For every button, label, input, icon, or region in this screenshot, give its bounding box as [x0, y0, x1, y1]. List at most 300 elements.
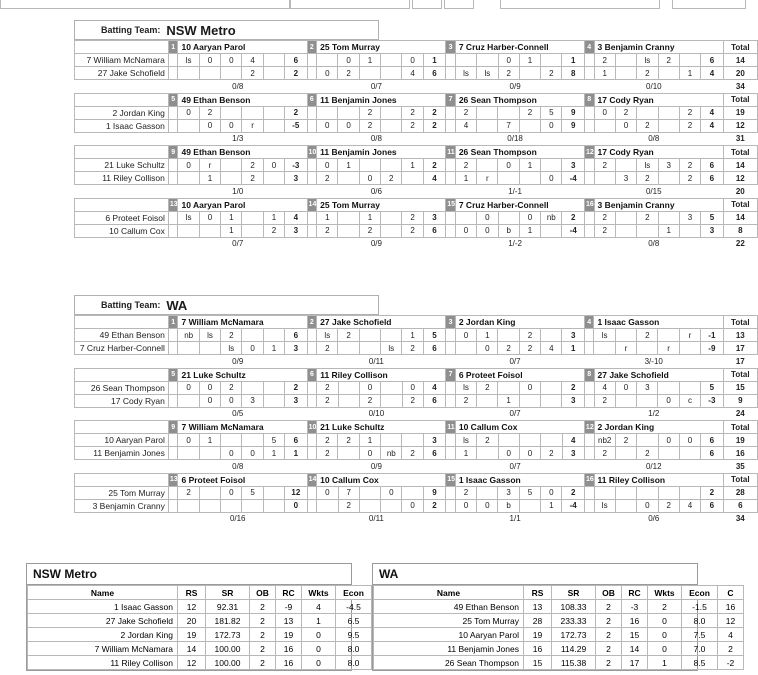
ball-cell: 1: [199, 434, 220, 447]
ball-cell: 0: [199, 211, 220, 224]
ball-cell: [263, 54, 284, 67]
ball-cell: 0: [359, 172, 380, 185]
ball-cell: 7: [338, 486, 359, 499]
over-spacer: [307, 159, 317, 172]
ball-cell: 0: [455, 499, 476, 512]
over-runs-cell: 6: [423, 447, 445, 460]
ball-cell: [263, 499, 284, 512]
batting-team-name: NSW Metro: [166, 22, 236, 38]
ball-cell: 0: [199, 381, 220, 394]
ball-cell: 0: [477, 211, 498, 224]
over-runs-cell: 3: [285, 172, 307, 185]
ball-cell: [679, 381, 700, 394]
ball-cell: [615, 211, 636, 224]
total-header: Total: [723, 473, 757, 486]
ball-cell: [455, 54, 476, 67]
ball-cell: 0: [519, 211, 540, 224]
ball-cell: 2: [317, 394, 338, 407]
ball-cell: 2: [317, 172, 338, 185]
over-runs-cell: 9: [562, 106, 584, 119]
over-runs-cell: 5: [701, 211, 723, 224]
over-spacer: [168, 224, 178, 237]
ball-cell: 0: [317, 119, 338, 132]
ball-cell: [658, 119, 679, 132]
ball-cell: [637, 106, 658, 119]
over-spacer: [307, 394, 317, 407]
partial-cell: [500, 0, 660, 9]
ball-cell: 2: [263, 224, 284, 237]
over-runs-cell: -5: [285, 119, 307, 132]
ball-cell: 0: [338, 54, 359, 67]
bowler-number: 6: [307, 368, 317, 381]
bowler-header-row: [75, 473, 758, 486]
ball-cell: [615, 54, 636, 67]
summary-cell: 16: [276, 642, 302, 656]
ball-cell: 2: [477, 434, 498, 447]
summary-cell: 2: [596, 628, 622, 642]
ball-cell: 1: [402, 159, 423, 172]
ball-cell: [178, 67, 199, 80]
ball-cell: ls: [455, 67, 476, 80]
batter-total: 15: [723, 381, 757, 394]
over-subtotal: 0/7: [509, 356, 521, 366]
over-subtotal: 0/8: [648, 134, 660, 144]
ball-cell: 0: [658, 394, 679, 407]
summary-cell: -4.5: [336, 600, 372, 614]
ball-cell: [359, 67, 380, 80]
bowler-number: 3: [446, 41, 456, 54]
ball-cell: [242, 329, 263, 342]
table-row: [28, 656, 398, 670]
ball-cell: [221, 67, 242, 80]
bowler-number: 3: [446, 316, 456, 329]
over-spacer: [307, 447, 317, 460]
batter-total: 28: [723, 486, 757, 499]
ball-cell: [594, 172, 615, 185]
ball-cell: 1: [221, 211, 242, 224]
block-grand-total: 24: [735, 409, 745, 419]
subtotal-spacer: [75, 460, 169, 473]
bowler-header-row: [75, 421, 758, 434]
ball-cell: 1: [221, 224, 242, 237]
ball-cell: [594, 486, 615, 499]
bowler-number: 16: [584, 198, 594, 211]
summary-column-header: Name: [28, 586, 178, 600]
ball-cell: 3: [679, 211, 700, 224]
bowler-number: 8: [584, 368, 594, 381]
ball-cell: [679, 224, 700, 237]
ball-cell: [381, 329, 402, 342]
ball-cell: [242, 499, 263, 512]
over-spacer: [168, 172, 178, 185]
partial-cell: [444, 0, 474, 9]
ball-cell: [263, 394, 284, 407]
over-runs-cell: 2: [562, 381, 584, 394]
batter-row: [75, 499, 758, 512]
ball-cell: 0: [359, 381, 380, 394]
over-runs-cell: 9: [562, 119, 584, 132]
over-runs-cell: 6: [701, 172, 723, 185]
ball-cell: [221, 172, 242, 185]
over-subtotal: 0/8: [232, 461, 244, 471]
summary-cell: 14: [178, 642, 206, 656]
ball-cell: [199, 447, 220, 460]
block-grand-total: 20: [735, 186, 745, 196]
subtotal-spacer: [75, 407, 169, 420]
over-spacer: [446, 106, 456, 119]
ball-cell: 2: [498, 342, 519, 355]
over-subtotal: 0/8: [370, 134, 382, 144]
bowler-name: 7 William McNamara: [178, 421, 307, 434]
ball-cell: 1: [317, 211, 338, 224]
batter-row: [75, 119, 758, 132]
over-group-table: [74, 420, 758, 473]
over-runs-cell: 1: [562, 342, 584, 355]
ball-cell: 2: [338, 67, 359, 80]
ball-cell: [178, 119, 199, 132]
table-row: [28, 600, 398, 614]
ball-cell: [178, 342, 199, 355]
ball-cell: ls: [594, 499, 615, 512]
ball-cell: [477, 486, 498, 499]
batting-team-header: [74, 295, 379, 315]
ball-cell: [658, 106, 679, 119]
ball-cell: [519, 119, 540, 132]
bowler-name: 26 Sean Thompson: [455, 146, 584, 159]
ball-cell: 0: [498, 54, 519, 67]
bowler-number: 9: [168, 146, 178, 159]
ball-cell: 1: [477, 329, 498, 342]
over-subtotal: 0/10: [646, 81, 662, 91]
over-runs-cell: 4: [423, 381, 445, 394]
summary-cell: 19: [276, 628, 302, 642]
summary-cell: 16: [276, 656, 302, 670]
summary-cell: 2: [648, 600, 682, 614]
ball-cell: 5: [242, 486, 263, 499]
summary-cell: 8.0: [682, 614, 718, 628]
ball-cell: 0: [498, 159, 519, 172]
over-spacer: [168, 211, 178, 224]
ball-cell: [381, 394, 402, 407]
over-runs-cell: 6: [423, 394, 445, 407]
over-spacer: [446, 447, 456, 460]
ball-cell: 2: [242, 159, 263, 172]
ball-cell: [541, 159, 562, 172]
summary-cell: 100.00: [206, 656, 250, 670]
ball-cell: 1: [263, 342, 284, 355]
batter-total: 12: [723, 172, 757, 185]
ball-cell: [498, 211, 519, 224]
ball-cell: 0: [178, 381, 199, 394]
ball-cell: 1: [498, 394, 519, 407]
over-subtotal: 0/5: [232, 409, 244, 419]
ball-cell: [381, 67, 402, 80]
ball-cell: nb: [381, 447, 402, 460]
batter-name: 27 Jake Schofield: [75, 67, 169, 80]
ball-cell: 1: [658, 224, 679, 237]
summary-cell: 115.38: [552, 656, 596, 670]
ball-cell: r: [679, 329, 700, 342]
summary-cell: 100.00: [206, 642, 250, 656]
ball-cell: 1: [679, 67, 700, 80]
summary-cell: 8.0: [336, 642, 372, 656]
summary-cell: 12: [718, 614, 744, 628]
over-spacer: [446, 329, 456, 342]
over-runs-cell: 12: [285, 486, 307, 499]
ball-cell: ls: [455, 381, 476, 394]
over-group-table: [74, 40, 758, 93]
ball-cell: 2: [658, 499, 679, 512]
ball-cell: [519, 394, 540, 407]
bowler-number: 10: [307, 146, 317, 159]
over-subtotal: 0/10: [368, 409, 385, 419]
over-spacer: [446, 211, 456, 224]
ball-cell: [263, 329, 284, 342]
ball-cell: [221, 106, 242, 119]
over-spacer: [168, 329, 178, 342]
over-subtotal: 0/7: [509, 461, 521, 471]
ball-cell: 1: [199, 172, 220, 185]
ball-cell: ls: [637, 159, 658, 172]
over-runs-cell: 4: [701, 119, 723, 132]
over-spacer: [584, 381, 594, 394]
batter-name: 1 Isaac Gasson: [75, 119, 169, 132]
summary-cell: 2: [596, 600, 622, 614]
ball-cell: 0: [402, 381, 423, 394]
ball-cell: ls: [455, 434, 476, 447]
bowler-number: 7: [446, 93, 456, 106]
ball-cell: 7: [498, 119, 519, 132]
ball-cell: [402, 434, 423, 447]
ball-cell: [242, 224, 263, 237]
ball-cell: [199, 224, 220, 237]
over-runs-cell: 6: [285, 54, 307, 67]
over-runs-cell: -3: [701, 394, 723, 407]
over-runs-cell: 4: [701, 106, 723, 119]
bowler-number: 4: [584, 41, 594, 54]
summary-cell: 0: [648, 614, 682, 628]
ball-cell: 2: [679, 119, 700, 132]
summary-cell: 9.5: [336, 628, 372, 642]
summary-cell: 13: [276, 614, 302, 628]
ball-cell: [615, 329, 636, 342]
bowler-name: 11 Benjamin Jones: [317, 93, 446, 106]
over-runs-cell: 3: [423, 434, 445, 447]
bowler-name: 2 Jordan King: [455, 316, 584, 329]
ball-cell: 2: [679, 106, 700, 119]
ball-cell: [658, 447, 679, 460]
bowler-number: 15: [446, 198, 456, 211]
batter-total: 20: [723, 67, 757, 80]
over-runs-cell: 4: [701, 67, 723, 80]
summary-column-header: C: [718, 586, 744, 600]
summary-cell: 13: [524, 600, 552, 614]
corner-cell: [75, 368, 169, 381]
summary-cell: 92.31: [206, 600, 250, 614]
ball-cell: 2: [317, 447, 338, 460]
total-header: Total: [723, 41, 757, 54]
batter-row: [75, 486, 758, 499]
batter-row: [75, 106, 758, 119]
ball-cell: 2: [402, 342, 423, 355]
bowler-number: 12: [584, 146, 594, 159]
ball-cell: b: [498, 224, 519, 237]
ball-cell: r: [199, 159, 220, 172]
subtotal-row: [75, 237, 758, 250]
batter-row: [75, 381, 758, 394]
subtotal-row: [75, 80, 758, 93]
ball-cell: [658, 329, 679, 342]
batting-team-name: WA: [166, 297, 188, 313]
bowler-number: 2: [307, 41, 317, 54]
bowler-number: 14: [307, 473, 317, 486]
batting-team-header: [74, 20, 379, 40]
ball-cell: 2: [541, 447, 562, 460]
block-grand-total: 35: [735, 461, 745, 471]
ball-cell: 5: [263, 434, 284, 447]
bowler-name: 10 Aaryan Parol: [178, 41, 307, 54]
over-spacer: [584, 172, 594, 185]
summary-header-row: [28, 586, 398, 600]
ball-cell: 2: [615, 106, 636, 119]
summary-nsw-metro: [26, 563, 364, 671]
ball-cell: [381, 224, 402, 237]
ball-cell: [477, 159, 498, 172]
ball-cell: 0: [199, 119, 220, 132]
over-subtotal: 0/11: [368, 514, 384, 524]
over-runs-cell: 4: [562, 434, 584, 447]
ball-cell: 1: [519, 224, 540, 237]
ball-cell: 4: [679, 499, 700, 512]
subtotal-row: [75, 132, 758, 145]
over-runs-cell: 2: [423, 159, 445, 172]
ball-cell: 2: [338, 434, 359, 447]
over-subtotal: 1/-1: [508, 186, 522, 196]
batter-total: 9: [723, 394, 757, 407]
bowler-number: 12: [584, 421, 594, 434]
summary-cell: 2: [718, 642, 744, 656]
ball-cell: 0: [178, 106, 199, 119]
ball-cell: ls: [477, 67, 498, 80]
over-runs-cell: 3: [285, 394, 307, 407]
ball-cell: 0: [658, 434, 679, 447]
over-subtotal: 1/2: [648, 409, 660, 419]
ball-cell: 2: [317, 381, 338, 394]
over-runs-cell: 6: [285, 434, 307, 447]
over-subtotal: 0/18: [507, 134, 523, 144]
summary-column-header: OB: [596, 586, 622, 600]
ball-cell: ls: [637, 54, 658, 67]
ball-cell: [615, 486, 636, 499]
table-row: [374, 656, 744, 670]
summary-cell: 1: [648, 656, 682, 670]
ball-cell: [594, 342, 615, 355]
ball-cell: [498, 329, 519, 342]
over-spacer: [584, 486, 594, 499]
ball-cell: 2: [679, 159, 700, 172]
over-runs-cell: 2: [423, 106, 445, 119]
batter-total: 14: [723, 54, 757, 67]
ball-cell: [615, 499, 636, 512]
ball-cell: 0: [263, 159, 284, 172]
block-grand-total: 34: [735, 514, 745, 524]
bowler-name: 49 Ethan Benson: [178, 146, 307, 159]
subtotal-spacer: [75, 355, 169, 368]
ball-cell: [541, 329, 562, 342]
over-runs-cell: 6: [701, 447, 723, 460]
bowler-name: 49 Ethan Benson: [178, 93, 307, 106]
ball-cell: [381, 381, 402, 394]
ball-cell: 3: [615, 172, 636, 185]
ball-cell: [178, 447, 199, 460]
ball-cell: 2: [402, 394, 423, 407]
summary-column-header: OB: [250, 586, 276, 600]
ball-cell: 2: [615, 434, 636, 447]
bowler-header-row: [75, 198, 758, 211]
bowler-number: 16: [584, 473, 594, 486]
summary-header-row: [374, 586, 744, 600]
over-spacer: [168, 342, 178, 355]
over-spacer: [307, 54, 317, 67]
summary-cell: 8.5: [682, 656, 718, 670]
ball-cell: [615, 394, 636, 407]
ball-cell: 2: [221, 381, 242, 394]
ball-cell: ls: [221, 342, 242, 355]
bowler-number: 14: [307, 198, 317, 211]
summary-cell: 15: [622, 628, 648, 642]
over-spacer: [168, 119, 178, 132]
ball-cell: 0: [477, 342, 498, 355]
over-spacer: [168, 499, 178, 512]
summary-cell: 2: [596, 656, 622, 670]
ball-cell: 0: [519, 381, 540, 394]
over-runs-cell: 6: [701, 434, 723, 447]
ball-cell: [637, 224, 658, 237]
batter-name: 6 Proteet Foisol: [75, 211, 169, 224]
ball-cell: 2: [402, 447, 423, 460]
summary-column-header: Wkts: [648, 586, 682, 600]
ball-cell: ls: [199, 329, 220, 342]
ball-cell: [178, 394, 199, 407]
summary-cell: 19: [524, 628, 552, 642]
ball-cell: 2: [455, 486, 476, 499]
summary-cell: 2: [250, 628, 276, 642]
over-runs-cell: 1: [423, 54, 445, 67]
summary-column-header: Name: [374, 586, 524, 600]
ball-cell: ls: [178, 211, 199, 224]
ball-cell: [242, 381, 263, 394]
ball-cell: [199, 486, 220, 499]
over-subtotal: 3/-10: [644, 356, 663, 366]
ball-cell: [338, 106, 359, 119]
ball-cell: r: [242, 119, 263, 132]
bowler-name: 17 Cody Ryan: [594, 146, 723, 159]
ball-cell: [519, 499, 540, 512]
corner-cell: [75, 41, 169, 54]
ball-cell: [199, 67, 220, 80]
ball-cell: [498, 172, 519, 185]
ball-cell: [498, 434, 519, 447]
ball-cell: [263, 486, 284, 499]
ball-cell: 0: [402, 499, 423, 512]
summary-player-name: 27 Jake Schofield: [28, 614, 178, 628]
bowler-name: 27 Jake Schofield: [594, 368, 723, 381]
over-runs-cell: -4: [562, 172, 584, 185]
summary-column-header: SR: [552, 586, 596, 600]
ball-cell: ls: [381, 342, 402, 355]
ball-cell: 0: [338, 119, 359, 132]
ball-cell: [317, 106, 338, 119]
